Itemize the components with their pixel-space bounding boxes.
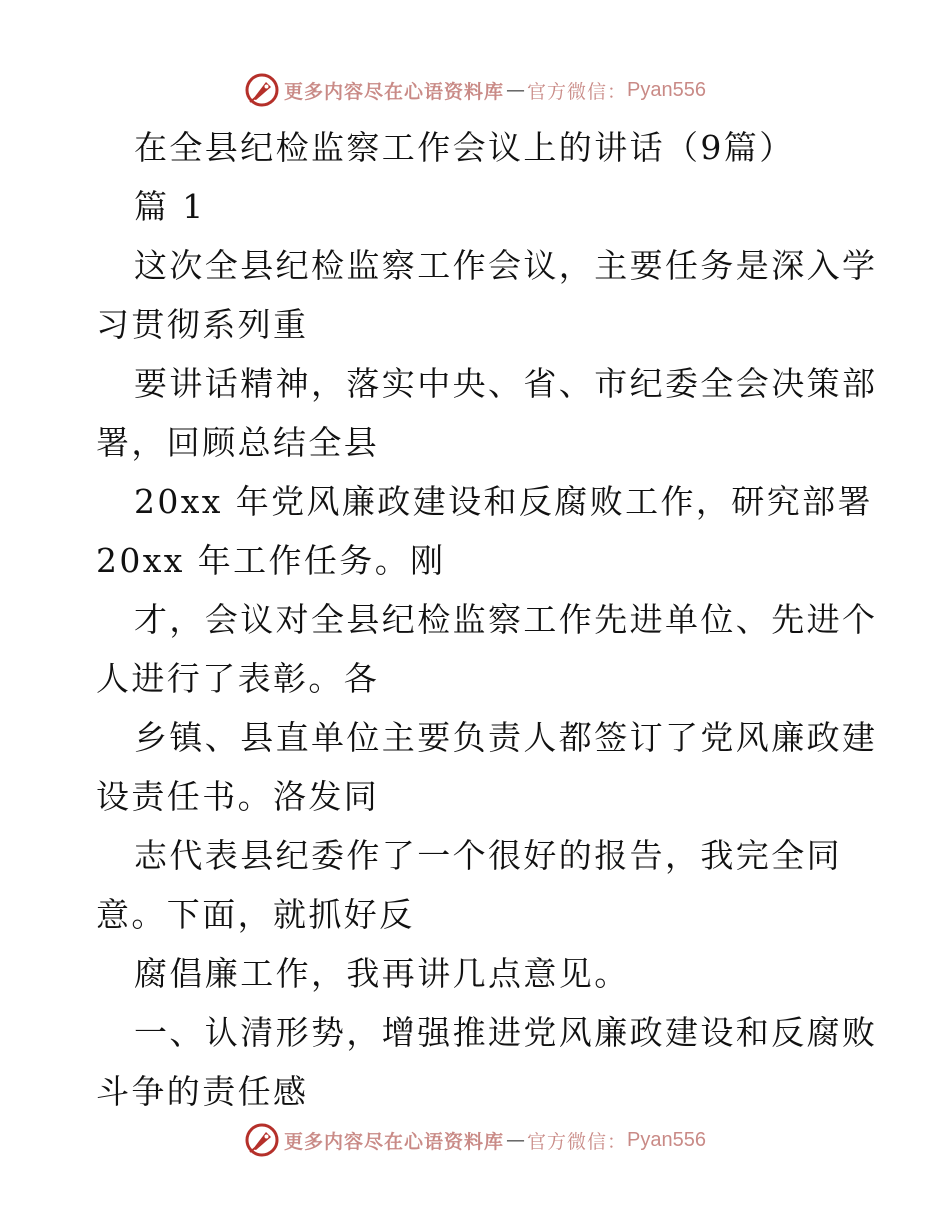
watermark-text: 更多内容尽在心语资料库	[284, 80, 505, 103]
text-line: 斗争的责任感	[96, 1072, 309, 1111]
watermark-wechat-label: 官方微信：	[527, 1130, 628, 1153]
watermark-wechat-id: Pyan556	[627, 78, 706, 101]
header-watermark	[0, 70, 950, 110]
text-line: 20xx 年工作任务。刚	[96, 541, 446, 580]
text-line: 人进行了表彰。各	[96, 659, 380, 698]
text-line: 习贯彻系列重	[96, 305, 309, 344]
text-line: 志代表县纪委作了一个很好的报告，我完全同	[134, 836, 842, 875]
text-line: 篇 1	[134, 187, 206, 226]
document-body	[96, 118, 878, 1121]
watermark-text: 更多内容尽在心语资料库	[284, 1130, 505, 1153]
text-line: 署，回顾总结全县	[96, 423, 380, 462]
text-line: 腐倡廉工作，我再讲几点意见。	[134, 954, 630, 993]
document-title: 在全县纪检监察工作会议上的讲话（9篇）	[134, 128, 795, 167]
text-line: 这次全县纪检监察工作会议，主要任务是深入学	[134, 246, 878, 285]
text-line: 要讲话精神，落实中央、省、市纪委全会决策部	[134, 364, 878, 403]
watermark-separator: —	[506, 79, 526, 101]
watermark-wechat-id: Pyan556	[627, 1128, 706, 1151]
text-line: 乡镇、县直单位主要负责人都签订了党风廉政建	[134, 718, 878, 757]
text-line: 20xx 年党风廉政建设和反腐败工作，研究部署	[134, 482, 873, 521]
pen-nib-logo-icon	[244, 1122, 280, 1158]
text-line: 意。下面，就抓好反	[96, 895, 415, 934]
watermark-separator: —	[506, 1129, 526, 1151]
watermark-wechat-label: 官方微信：	[527, 80, 628, 103]
text-line: 才，会议对全县纪检监察工作先进单位、先进个	[134, 600, 878, 639]
text-line: 一、认清形势，增强推进党风廉政建设和反腐败	[134, 1013, 878, 1052]
pen-nib-logo-icon	[244, 72, 280, 108]
text-line: 设责任书。洛发同	[96, 777, 380, 816]
footer-watermark	[0, 1120, 950, 1160]
